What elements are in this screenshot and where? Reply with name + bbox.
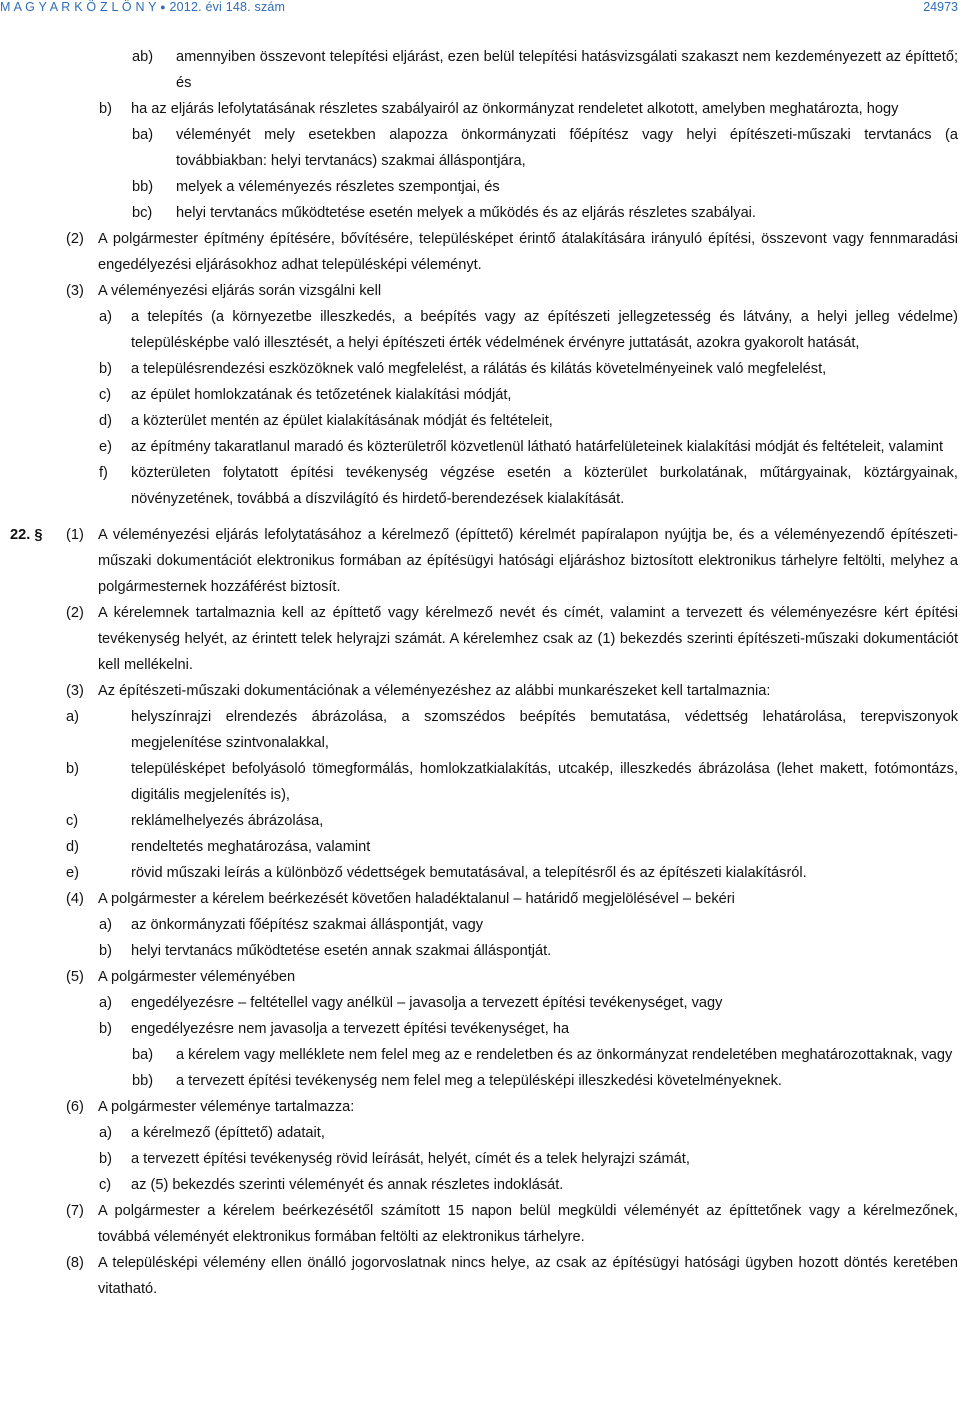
item-22-3b: [0, 756, 960, 808]
item-22-4b: [0, 938, 960, 964]
item-label: d): [66, 839, 79, 855]
item-label: bb): [132, 179, 154, 195]
item-text: engedélyezésre nem javasolja a tervezett építési tevékenységet, ha: [131, 1021, 570, 1037]
item-label: bc): [132, 205, 153, 221]
item-label: f): [99, 465, 108, 481]
paragraph-text: A polgármester véleményében: [98, 969, 296, 985]
item-22-5bb: [0, 1068, 960, 1094]
paragraph-label: (6): [66, 1099, 84, 1115]
item-text: a kérelmező (építtető) adatait,: [131, 1125, 325, 1141]
item-22-5ba: [0, 1042, 960, 1068]
item-text: a tervezett építési tevékenység nem felel meg a településképi illeszkedési követelményeknek.: [176, 1073, 782, 1089]
paragraph-text: A kérelemnek tartalmaznia kell az építtető vagy kérelmező nevét és címét, valamint a tervezett és véleményezésre kért építési tevékenység helyét, az érintett telek helyrajzi számát. A kérelemhez csak az (1) bekezdés szerinti építészeti-műszaki dokumentációt kell mellékelni.: [98, 605, 958, 673]
item-text: az önkormányzati főépítész szakmai álláspontját, vagy: [131, 917, 484, 933]
paragraph-label: (5): [66, 969, 84, 985]
item-label: ba): [132, 1047, 154, 1063]
paragraph-label: (8): [66, 1255, 84, 1271]
item-bb: [0, 174, 960, 200]
item-3d: [0, 408, 960, 434]
document-body: [0, 44, 960, 1302]
item-22-6c: [0, 1172, 960, 1198]
item-label: a): [99, 309, 112, 325]
item-text: a tervezett építési tevékenység rövid leírását, helyét, címét és a telek helyrajzi számát,: [131, 1151, 690, 1167]
item-bc: [0, 200, 960, 226]
item-22-5a: [0, 990, 960, 1016]
item-3c: [0, 382, 960, 408]
item-3b: [0, 356, 960, 382]
item-22-4a: [0, 912, 960, 938]
section-22-paragraph-7: [0, 1198, 960, 1250]
paragraph-text: A polgármester a kérelem beérkezését követően haladéktalanul – határidő megjelölésével – bekéri: [98, 891, 735, 907]
item-label: ba): [132, 127, 154, 143]
item-text: rendeltetés meghatározása, valamint: [131, 839, 371, 855]
section-number: 22. §: [10, 527, 43, 543]
item-label: e): [99, 439, 112, 455]
page-header: [0, 0, 960, 14]
paragraph-text: A polgármester építmény építésére, bővítésére, településképet érintő átalakítására irányuló építési, összevont vagy fennmaradási engedélyezési eljárásokhoz adhat településképi véleményt.: [98, 231, 958, 273]
item-text: ha az eljárás lefolytatásának részletes szabályairól az önkormányzat rendeletet alkotott, amelyben meghatározta, hogy: [131, 101, 899, 117]
item-label: c): [99, 387, 112, 403]
item-text: reklámelhelyezés ábrázolása,: [131, 813, 324, 829]
item-22-5b: [0, 1016, 960, 1042]
item-label: a): [66, 709, 79, 725]
item-label: c): [66, 813, 79, 829]
item-label: b): [99, 361, 112, 377]
item-text: melyek a véleményezés részletes szempontjai, és: [176, 179, 500, 195]
section-22-paragraph-8: [0, 1250, 960, 1302]
item-label: a): [99, 1125, 112, 1141]
section-22-paragraph-2: [0, 600, 960, 678]
journal-name: M A G Y A R K Ö Z L Ö N Y: [0, 0, 157, 14]
item-label: e): [66, 865, 79, 881]
item-text: amennyiben összevont telepítési eljárást, ezen belül telepítési hatásvizsgálati szakaszt nem kezdeményezett az építtető; és: [176, 49, 958, 91]
paragraph-2: [0, 226, 960, 278]
paragraph-text: A polgármester a kérelem beérkezésétől számított 15 napon belül megküldi véleményét az építtetőnek vagy a kérelmezőnek, továbbá véleményét elektronikus formában feltölti az elektronikus tárhelyre.: [98, 1203, 958, 1245]
item-label: d): [99, 413, 112, 429]
section-gap: [0, 512, 960, 522]
item-label: b): [66, 761, 79, 777]
item-text: engedélyezésre – feltétellel vagy anélkül – javasolja a tervezett építési tevékenységet, vagy: [131, 995, 723, 1011]
item-3a: [0, 304, 960, 356]
issue-label: 2012. évi 148. szám: [169, 0, 286, 14]
section-22-paragraph-6: [0, 1094, 960, 1120]
item-text: a településrendezési eszközöknek való megfelelést, a rálátás és kilátás követelményeinek való megfelelést,: [131, 361, 827, 377]
item-text: helyi tervtanács működtetése esetén annak szakmai álláspontját.: [131, 943, 552, 959]
item-22-3e: [0, 860, 960, 886]
item-text: közterületen folytatott építési tevékenység végzése esetén a közterület burkolatának, műtárgyainak, köztárgyainak, növényzetének, továbbá a díszvilágító és hirdető-berendezések kialakítását.: [131, 465, 958, 507]
item-label: b): [99, 943, 112, 959]
item-22-3c: [0, 808, 960, 834]
item-text: az építmény takaratlanul maradó és közterületről közvetlenül látható határfelületeinek kialakítási módját és feltételeit, valamint: [131, 439, 944, 455]
item-22-6b: [0, 1146, 960, 1172]
paragraph-3: [0, 278, 960, 304]
item-text: a telepítés (a környezetbe illeszkedés, a beépítés vagy az építészeti jellegzetesség és látvány, a helyi jelleg védelme) településképbe való illesztését, a helyi építészeti érték védelmének érvényre juttatását, azokra gyakorolt hatását,: [131, 309, 958, 351]
page-number: 24973: [923, 0, 958, 14]
paragraph-text: A polgármester véleménye tartalmazza:: [98, 1099, 355, 1115]
item-label: b): [99, 101, 112, 117]
paragraph-text: Az építészeti-műszaki dokumentációnak a véleményezéshez az alábbi munkarészeket kell tartalmaznia:: [98, 683, 771, 699]
paragraph-text: A véleményezési eljárás során vizsgálni kell: [98, 283, 382, 299]
paragraph-text: A településképi vélemény ellen önálló jogorvoslatnak nincs helye, az csak az építésügyi hatósági ügyben hozott döntés keretében vitatható.: [98, 1255, 958, 1297]
item-b: [0, 96, 960, 122]
paragraph-label: (2): [66, 605, 84, 621]
item-text: véleményét mely esetekben alapozza önkormányzati főépítész vagy helyi építészeti-műszaki tervtanács (a továbbiakban: helyi tervtanács) szakmai álláspontjára,: [176, 127, 958, 169]
item-3f: [0, 460, 960, 512]
section-22-paragraph-3: [0, 678, 960, 704]
section-22-paragraph-5: [0, 964, 960, 990]
item-text: az épület homlokzatának és tetőzetének kialakítási módját,: [131, 387, 512, 403]
item-text: helyszínrajzi elrendezés ábrázolása, a szomszédos beépítés bemutatása, védettség lehatárolása, terepviszonyok megjelenítése szintvonalakkal,: [131, 709, 958, 751]
section-22-paragraph-4: [0, 886, 960, 912]
item-22-6a: [0, 1120, 960, 1146]
item-ab: [0, 44, 960, 96]
item-label: b): [99, 1021, 112, 1037]
item-label: c): [99, 1177, 112, 1193]
paragraph-label: (3): [66, 283, 84, 299]
paragraph-label: (1): [66, 527, 84, 543]
item-22-3a: [0, 704, 960, 756]
item-text: az (5) bekezdés szerinti véleményét és annak részletes indoklását.: [131, 1177, 564, 1193]
item-label: ab): [132, 49, 154, 65]
bullet-icon: ●: [160, 2, 166, 12]
paragraph-label: (4): [66, 891, 84, 907]
item-label: a): [99, 995, 112, 1011]
item-22-3d: [0, 834, 960, 860]
paragraph-label: (7): [66, 1203, 84, 1219]
running-head: [0, 0, 285, 14]
item-text: a kérelem vagy melléklete nem felel meg az e rendeletben és az önkormányzat rendeletében meghatározottaknak, vagy: [176, 1047, 953, 1063]
item-label: bb): [132, 1073, 154, 1089]
section-22-paragraph-1: [0, 522, 960, 600]
item-text: helyi tervtanács működtetése esetén melyek a működés és az eljárás részletes szabályai.: [176, 205, 756, 221]
item-3e: [0, 434, 960, 460]
item-label: b): [99, 1151, 112, 1167]
paragraph-text: A véleményezési eljárás lefolytatásához a kérelmező (építtető) kérelmét papíralapon nyújtja be, és a véleményezendő építészeti-műszaki dokumentációt elektronikus formában az építésügyi hatósági eljáráshoz biztosított elektronikus tárhelyre feltölti, melyhez a polgármesternek hozzáférést biztosít.: [98, 527, 958, 595]
paragraph-label: (3): [66, 683, 84, 699]
item-text: településképet befolyásoló tömegformálás, homlokzatkialakítás, utcakép, illeszkedés ábrázolása (lehet makett, fotómontázs, digitális megjelenítés is),: [131, 761, 958, 803]
item-label: a): [99, 917, 112, 933]
paragraph-label: (2): [66, 231, 84, 247]
item-text: a közterület mentén az épület kialakításának módját és feltételeit,: [131, 413, 553, 429]
item-ba: [0, 122, 960, 174]
item-text: rövid műszaki leírás a különböző védettségek bemutatásával, a telepítésről és az építészeti kialakításról.: [131, 865, 807, 881]
